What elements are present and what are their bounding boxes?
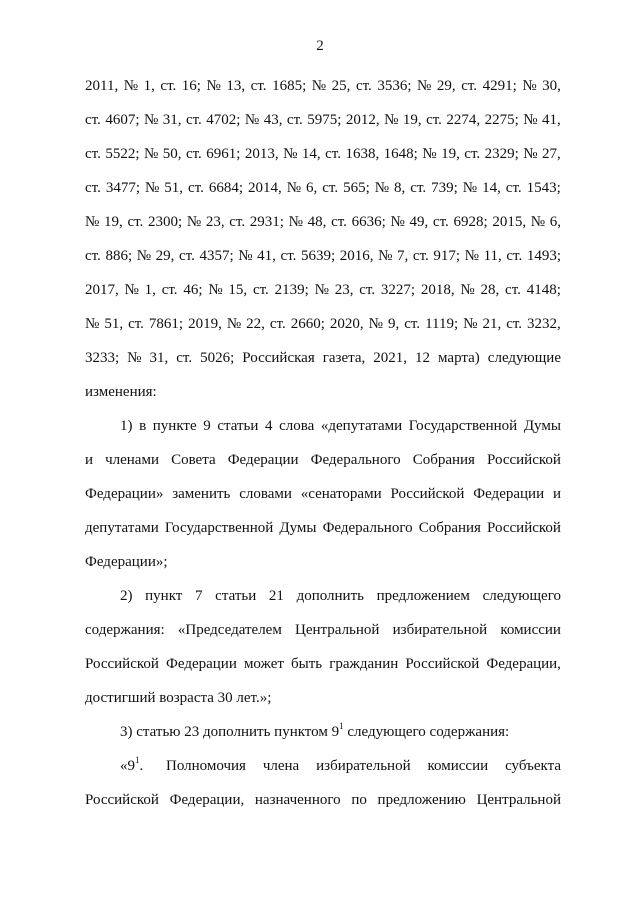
word: 30, xyxy=(542,78,561,94)
word: 6, xyxy=(549,214,561,230)
word: 6928; xyxy=(453,214,488,230)
word: Государственной xyxy=(408,418,518,434)
word: ст. xyxy=(432,214,449,230)
word: Полномочия xyxy=(166,758,246,774)
word: Российской xyxy=(405,656,480,672)
text-segment xyxy=(166,756,561,776)
word: Федерации» xyxy=(85,486,164,502)
word: 5026; xyxy=(200,350,235,366)
word: 2300; xyxy=(147,214,183,230)
word: ст. xyxy=(505,180,522,196)
word: 3227; xyxy=(380,282,416,298)
word: Государственной xyxy=(164,520,274,536)
word: 41, xyxy=(257,248,276,264)
text-segment: . xyxy=(139,758,144,774)
word: ст. xyxy=(464,146,481,162)
text-line xyxy=(120,586,561,606)
word: № xyxy=(417,78,432,94)
word: 1648; xyxy=(383,146,418,162)
word: Российской xyxy=(487,452,561,468)
word: ст. xyxy=(269,316,286,332)
word: 21 xyxy=(268,588,284,604)
word: члена xyxy=(262,758,300,774)
word: № xyxy=(384,112,399,128)
word: избирательной xyxy=(392,622,488,638)
text-segment xyxy=(120,756,143,776)
word: 2275; xyxy=(484,112,519,128)
word: слова xyxy=(279,418,315,434)
word: ст. xyxy=(506,316,523,332)
word: ст. xyxy=(404,316,421,332)
word: ст. xyxy=(359,282,376,298)
word: ст. xyxy=(322,180,339,196)
word: и xyxy=(85,452,94,468)
word: № xyxy=(226,316,242,332)
word: субъекта xyxy=(505,758,561,774)
text-line xyxy=(120,416,561,436)
word: 5522; xyxy=(105,146,140,162)
word: 6636; xyxy=(351,214,386,230)
text-line xyxy=(85,790,561,810)
word: ст. xyxy=(85,112,101,128)
text-line xyxy=(85,314,561,334)
word: № xyxy=(311,78,327,94)
word: № xyxy=(127,350,142,366)
word: № xyxy=(124,282,139,298)
word: 23, xyxy=(334,282,354,298)
word: 8, xyxy=(394,180,406,196)
word: № xyxy=(522,78,537,94)
word: 19, xyxy=(104,214,123,230)
word: комиссии xyxy=(500,622,561,638)
word: словами xyxy=(239,486,292,502)
word: ст. xyxy=(331,214,347,230)
word: ст. xyxy=(179,248,195,264)
word: газета, xyxy=(322,350,366,366)
word: может xyxy=(243,656,284,672)
word: Собрания xyxy=(412,452,475,468)
word: Российской xyxy=(85,656,159,672)
word: 14, xyxy=(482,180,501,196)
word: ст. xyxy=(188,180,204,196)
word: 16; xyxy=(181,78,201,94)
word: № xyxy=(206,78,221,94)
text-line xyxy=(85,178,561,198)
word: Центральной xyxy=(295,622,380,638)
word: № xyxy=(85,316,100,332)
word: 917; xyxy=(433,248,461,264)
text-line xyxy=(120,756,561,776)
word: № xyxy=(85,214,100,230)
word: 2014, xyxy=(248,180,282,196)
word: «депутатами xyxy=(320,418,403,434)
word: 25, xyxy=(331,78,351,94)
word: № xyxy=(460,282,475,298)
word: 50, xyxy=(162,146,182,162)
word: 6961; xyxy=(206,146,241,162)
text-line xyxy=(120,722,509,742)
word: 6, xyxy=(306,180,318,196)
word: ст. xyxy=(85,180,101,196)
word: 28, xyxy=(480,282,500,298)
word: 7, xyxy=(397,248,409,264)
word: предложением xyxy=(376,588,470,604)
word: предложению xyxy=(377,792,466,808)
word: 15, xyxy=(228,282,248,298)
word: 1, xyxy=(144,282,156,298)
word: по xyxy=(351,792,367,808)
word: 7861; xyxy=(148,316,184,332)
word: 2018, xyxy=(420,282,455,298)
word: Российской xyxy=(487,520,561,536)
superscript: 1 xyxy=(135,755,140,765)
word: 27, xyxy=(542,146,561,162)
word: и xyxy=(552,486,561,502)
word: № xyxy=(523,146,538,162)
word: пункт xyxy=(145,588,183,604)
word: 14, xyxy=(301,146,321,162)
word: 31, xyxy=(162,112,182,128)
word: 4291; xyxy=(482,78,517,94)
word: № xyxy=(143,112,159,128)
word: № xyxy=(123,78,139,94)
word: 51, xyxy=(104,316,124,332)
word: ст. xyxy=(280,248,297,264)
word: 2012, xyxy=(345,112,380,128)
word: Собрания xyxy=(418,520,481,536)
word: 13, xyxy=(226,78,246,94)
word: № xyxy=(136,248,152,264)
text-line xyxy=(85,212,561,232)
word: комиссии xyxy=(427,758,489,774)
word: назначенного xyxy=(254,792,341,808)
word: ст. xyxy=(410,180,427,196)
word: № xyxy=(530,214,546,230)
word: 2015, xyxy=(492,214,527,230)
word: быть xyxy=(291,656,323,672)
word: 4357; xyxy=(199,248,234,264)
word: Федерации, xyxy=(169,792,245,808)
superscript: 1 xyxy=(339,721,344,731)
word: 31, xyxy=(149,350,169,366)
word: № xyxy=(238,248,253,264)
word: № xyxy=(288,214,303,230)
word: ст. xyxy=(161,282,178,298)
text-line xyxy=(85,654,561,674)
word: 49, xyxy=(409,214,429,230)
word: Российской xyxy=(85,792,159,808)
text-line xyxy=(85,450,561,470)
word: марта) xyxy=(438,350,480,366)
word: № xyxy=(422,146,437,162)
word: ст. xyxy=(412,248,429,264)
word: Российской xyxy=(390,486,465,502)
word: содержания: xyxy=(85,622,165,638)
word: 43, xyxy=(263,112,283,128)
word: № xyxy=(314,282,329,298)
word: Федерации xyxy=(473,486,545,502)
text-line: достигший возраста 30 лет.»; xyxy=(85,690,272,706)
word: ст. xyxy=(229,214,246,230)
word: 3536; xyxy=(377,78,412,94)
word: ст. xyxy=(85,146,101,162)
text-line xyxy=(85,246,561,266)
word: следующие xyxy=(487,350,561,366)
word: 41, xyxy=(542,112,561,128)
word: 1493; xyxy=(526,248,561,264)
word: Федерального xyxy=(310,452,401,468)
word: ст. xyxy=(185,146,202,162)
text-line xyxy=(85,484,561,504)
word: 29, xyxy=(436,78,456,94)
word: 4607; xyxy=(105,112,140,128)
word: 2019, xyxy=(188,316,222,332)
word: ст. xyxy=(250,78,267,94)
word: 2016, xyxy=(339,248,374,264)
word: 19, xyxy=(402,112,422,128)
word: 6684; xyxy=(208,180,244,196)
text-line xyxy=(85,348,561,368)
text-line xyxy=(85,144,561,164)
word: 3233; xyxy=(85,350,120,366)
word: Российская xyxy=(242,350,315,366)
word: 886; xyxy=(105,248,133,264)
word: № xyxy=(208,282,223,298)
word: Федерального xyxy=(322,520,413,536)
word: № xyxy=(378,248,393,264)
word: дополнить xyxy=(296,588,364,604)
word: 29, xyxy=(155,248,175,264)
word: 4 xyxy=(265,418,273,434)
word: 2017, xyxy=(85,282,119,298)
text-line xyxy=(85,76,561,96)
word: Совета xyxy=(171,452,216,468)
word: № xyxy=(390,214,405,230)
page-number: 2 xyxy=(316,38,324,54)
word: ст. xyxy=(505,282,521,298)
word: пункте xyxy=(152,418,197,434)
word: Федерации, xyxy=(486,656,561,672)
text-line xyxy=(85,518,561,538)
word: 565; xyxy=(343,180,370,196)
word: 1543; xyxy=(526,180,561,196)
word: ст. xyxy=(128,316,144,332)
word: 2013, xyxy=(244,146,279,162)
word: 21, xyxy=(482,316,502,332)
word: «Председателем xyxy=(177,622,282,638)
word: № xyxy=(462,180,478,196)
word: 1, xyxy=(143,78,155,94)
word: ст. xyxy=(325,146,341,162)
word: 4702; xyxy=(206,112,241,128)
word: 2011, xyxy=(85,78,119,94)
word: № xyxy=(144,180,160,196)
word: следующего xyxy=(482,588,561,604)
word: 23, xyxy=(205,214,225,230)
word: 1) xyxy=(120,418,133,434)
word: Думы xyxy=(279,520,317,536)
text-line xyxy=(85,280,561,300)
word: 48, xyxy=(307,214,327,230)
word: 1685; xyxy=(272,78,307,94)
word: 12 xyxy=(415,350,431,366)
word: 11, xyxy=(483,248,502,264)
word: 2931; xyxy=(249,214,284,230)
word: 4148; xyxy=(526,282,561,298)
word: «сенаторами xyxy=(300,486,382,502)
word: ст. xyxy=(355,78,372,94)
word: № xyxy=(286,180,302,196)
word: 9, xyxy=(387,316,400,332)
word: депутатами xyxy=(85,520,159,536)
word: статьи xyxy=(215,588,257,604)
word: 3232, xyxy=(527,316,561,332)
word: 739; xyxy=(431,180,458,196)
text-segment: «9 xyxy=(120,758,135,774)
text-line: Федерации»; xyxy=(85,554,168,570)
word: № xyxy=(463,316,478,332)
word: Федерации xyxy=(227,452,299,468)
word: членами xyxy=(105,452,159,468)
word: 51, xyxy=(164,180,184,196)
word: статьи xyxy=(217,418,259,434)
text-line xyxy=(85,620,561,640)
word: 2020, xyxy=(329,316,364,332)
text-line: изменения: xyxy=(85,384,157,400)
word: в xyxy=(139,418,147,434)
word: № xyxy=(244,112,260,128)
word: 19, xyxy=(441,146,460,162)
word: ст. xyxy=(176,350,193,366)
word: 1638, xyxy=(345,146,380,162)
word: 2329; xyxy=(484,146,519,162)
word: № xyxy=(523,112,538,128)
word: ст. xyxy=(85,248,101,264)
word: ст. xyxy=(461,78,478,94)
word: 5639; xyxy=(300,248,336,264)
word: № xyxy=(368,316,383,332)
word: 9 xyxy=(203,418,211,434)
word: ст. xyxy=(127,214,144,230)
word: 5975; xyxy=(307,112,342,128)
word: ст. xyxy=(252,282,269,298)
word: Думы xyxy=(523,418,561,434)
word: № xyxy=(143,146,159,162)
word: гражданин xyxy=(329,656,399,672)
word: 22, xyxy=(246,316,265,332)
word: № xyxy=(374,180,390,196)
word: ст. xyxy=(160,78,177,94)
text-segment: следующего содержания: xyxy=(347,724,510,740)
word: 2021, xyxy=(373,350,408,366)
word: 2274, xyxy=(446,112,481,128)
word: 1119; xyxy=(425,316,459,332)
word: 3477; xyxy=(105,180,140,196)
word: избирательной xyxy=(316,758,411,774)
word: ст. xyxy=(506,248,523,264)
word: заменить xyxy=(172,486,231,502)
word: Федерации xyxy=(166,656,237,672)
word: Центральной xyxy=(476,792,561,808)
text-segment: 3) статью 23 дополнить пунктом 9 xyxy=(120,724,340,740)
word: ст. xyxy=(426,112,442,128)
word: ст. xyxy=(185,112,202,128)
word: № xyxy=(464,248,479,264)
word: 46; xyxy=(183,282,203,298)
word: № xyxy=(186,214,202,230)
word: 2139; xyxy=(274,282,309,298)
word: ст. xyxy=(286,112,303,128)
word: 2) xyxy=(120,588,133,604)
word: 2660; xyxy=(290,316,325,332)
text-line xyxy=(85,110,561,130)
word: № xyxy=(283,146,298,162)
word: 7 xyxy=(195,588,203,604)
